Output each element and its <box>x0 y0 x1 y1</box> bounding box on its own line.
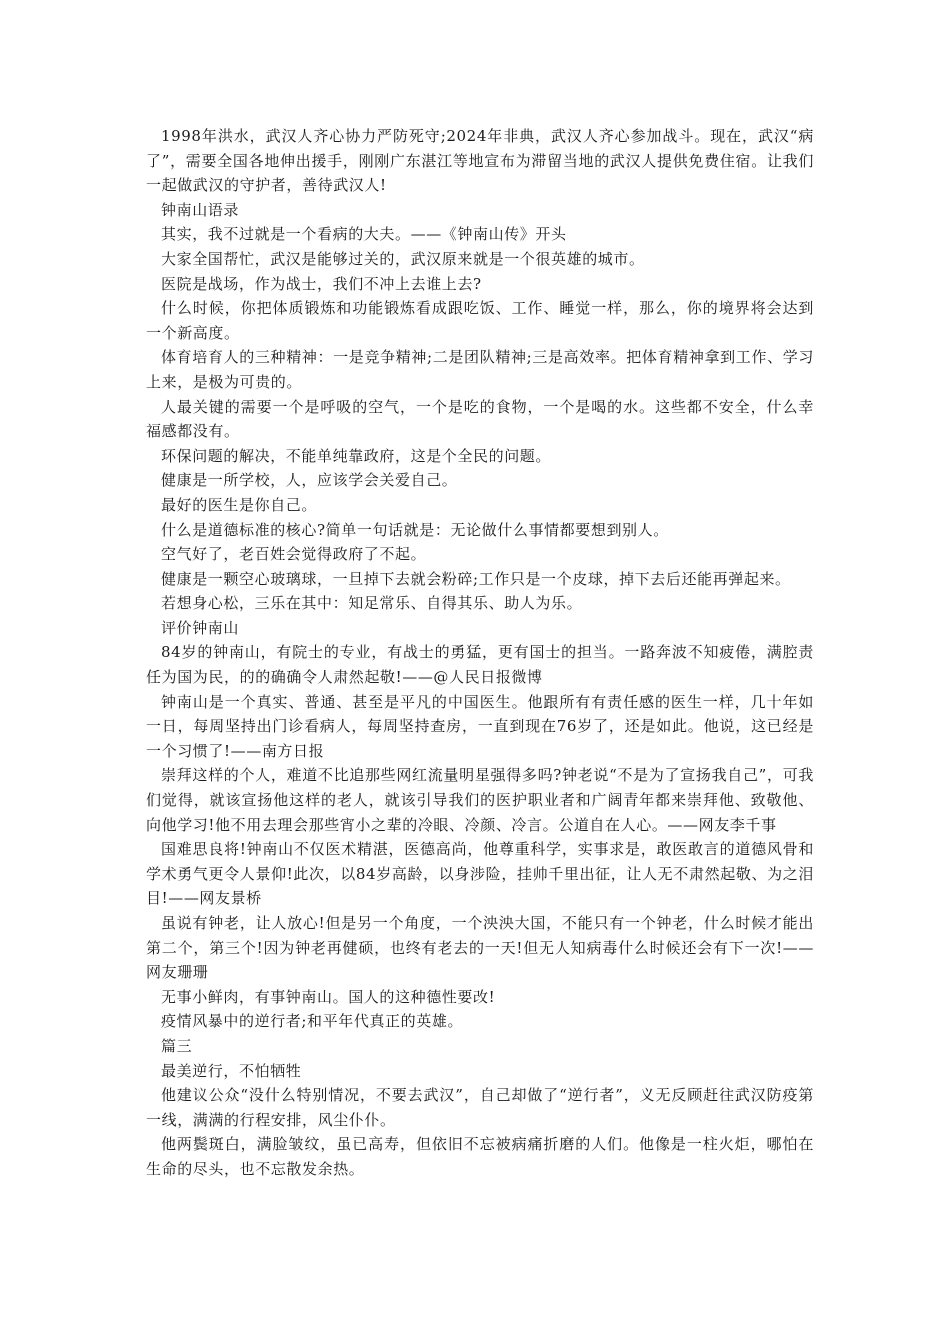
paragraph: 虽说有钟老，让人放心!但是另一个角度，一个泱泱大国，不能只有一个钟老，什么时候才能出第二个，第三个!因为钟老再健硕，也终有老去的一天!但无人知病毒什么时候还会有下一次!——网友珊珊 <box>146 914 814 982</box>
document-body <box>146 124 814 1182</box>
paragraph: 医院是战场，作为战士，我们不冲上去谁上去? <box>161 274 482 293</box>
paragraph: 无事小鲜肉，有事钟南山。国人的这种德性要改! <box>161 987 496 1006</box>
paragraph: 人最关键的需要一个是呼吸的空气，一个是吃的食物，一个是喝的水。这些都不安全，什么幸福感都没有。 <box>146 397 814 441</box>
paragraph: 健康是一颗空心玻璃球，一旦掉下去就会粉碎;工作只是一个皮球，掉下去后还能再弹起来。 <box>161 569 791 588</box>
heading-evaluation: 评价钟南山 <box>161 618 240 637</box>
paragraph: 大家全国帮忙，武汉是能够过关的，武汉原来就是一个很英雄的城市。 <box>161 249 645 268</box>
paragraph: 最好的医生是你自己。 <box>161 495 318 514</box>
paragraph: 什么时候，你把体质锻炼和功能锻炼看成跟吃饭、工作、睡觉一样，那么，你的境界将会达到一个新高度。 <box>146 299 814 342</box>
paragraph: 崇拜这样的个人，难道不比追那些网红流量明星强得多吗?钟老说“不是为了宣扬我自己”，可我们觉得，就该宣扬他这样的老人，就该引导我们的医护职业者和广阔青年都来崇拜他、致敬他、向他学习!他不用去理会那些宵小之辈的冷眼、冷颜、冷言。公道自在人心。——网友李千事 <box>146 766 814 834</box>
paragraph: 他两鬓斑白，满脸皱纹，虽已高寿，但依旧不忘被病痛折磨的人们。他像是一柱火炬，哪怕在生命的尽头，也不忘散发余热。 <box>146 1135 814 1178</box>
paragraph: 84岁的钟南山，有院士的专业，有战士的勇猛，更有国士的担当。一路奔波不知疲倦，满腔责任为国为民，的的确确令人肃然起敬!——@人民日报微博 <box>146 643 814 687</box>
paragraph-flood-history: 1998年洪水，武汉人齐心协力严防死守;2024年非典，武汉人齐心参加战斗。现在，武汉“病了”，需要全国各地伸出援手，刚刚广东湛江等地宣布为滞留当地的武汉人提供免费住宿。让我们一起做武汉的守护者，善待武汉人! <box>146 127 814 195</box>
paragraph: 其实，我不过就是一个看病的大夫。——《钟南山传》开头 <box>161 225 567 244</box>
heading-part-three: 篇三 <box>161 1036 193 1055</box>
paragraph: 什么是道德标准的核心?简单一句话就是：无论做什么事情都要想到别人。 <box>161 520 669 539</box>
paragraph: 环保问题的解决，不能单纯靠政府，这是个全民的问题。 <box>161 446 552 465</box>
paragraph: 若想身心松，三乐在其中：知足常乐、自得其乐、助人为乐。 <box>161 594 583 613</box>
paragraph: 钟南山是一个真实、普通、甚至是平凡的中国医生。他跟所有有责任感的医生一样，几十年如一日，每周坚持出门诊看病人，每周坚持查房，一直到现在76岁了，还是如此。他说，这已经是一个习惯了!——南方日报 <box>146 692 814 760</box>
paragraph: 体育培育人的三种精神：一是竞争精神;二是团队精神;三是高效率。把体育精神拿到工作、学习上来，是极为可贵的。 <box>146 348 814 391</box>
paragraph: 空气好了，老百姓会觉得政府了不起。 <box>161 545 427 564</box>
paragraph: 健康是一所学校，人，应该学会关爱自己。 <box>161 471 458 490</box>
paragraph: 他建议公众“没什么特别情况，不要去武汉”，自己却做了“逆行者”，义无反顾赶往武汉防疫第一线，满满的行程安排，风尘仆仆。 <box>146 1086 814 1129</box>
paragraph: 疫情风暴中的逆行者;和平年代真正的英雄。 <box>161 1012 464 1031</box>
heading-subtitle: 最美逆行，不怕牺牲 <box>161 1061 302 1080</box>
paragraph: 国难思良将!钟南山不仅医术精湛，医德高尚，他尊重科学，实事求是，敢医敢言的道德风骨和学术勇气更令人景仰!此次，以84岁高龄，以身涉险，挂帅千里出征，让人无不肃然起敬、为之泪目!——网友景桥 <box>146 840 814 908</box>
heading-zhong-quotes: 钟南山语录 <box>161 200 240 219</box>
